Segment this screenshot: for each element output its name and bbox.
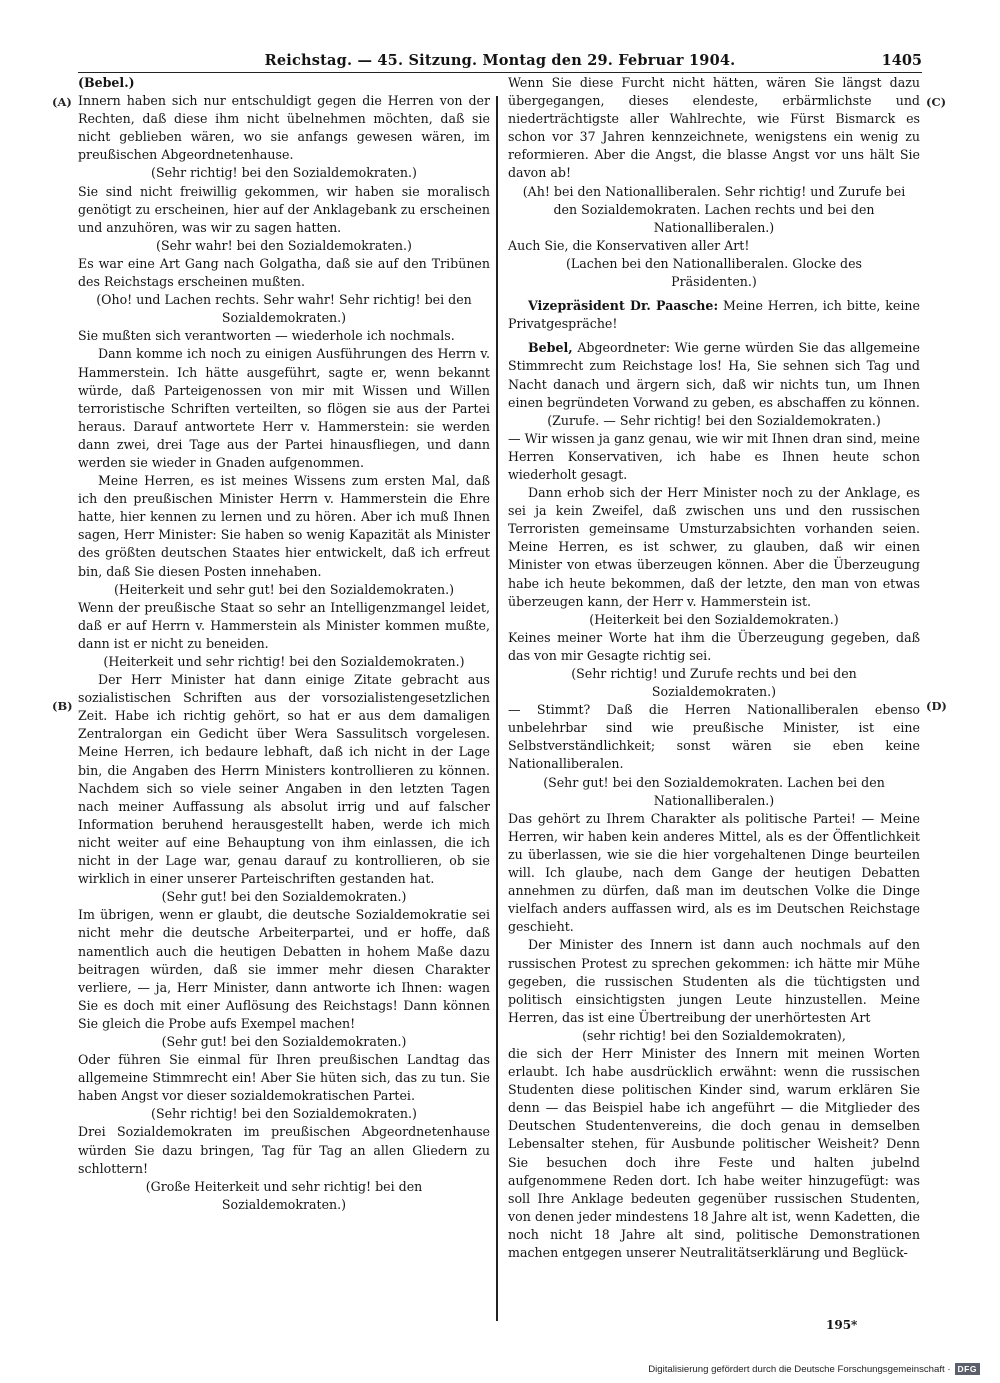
interjection: (Sehr gut! bei den Sozialdemokraten.): [161, 1033, 407, 1049]
interjection: (Sehr gut! bei den Sozialdemokraten. Lachen bei den Nationalliberalen.): [543, 774, 885, 808]
margin-mark-b: (B): [52, 699, 73, 713]
paragraph: Dann erhob sich der Herr Minister noch zu der Anklage, es sei ja kein Zweifel, daß zwischen uns und den russischen Terroristen gemeinsame Umsturzabsichten vorhanden seien. Meine Herren, es ist schwer, zu glauben, daß wir einen Minister von etwas überzeugen können. Aber die Überzeugung habe ich heute bekommen, daß der letzte, den man von etwas überzeugen kann, der Herr v. Hammerstein ist.: [508, 485, 920, 609]
page-number: 1405: [881, 52, 922, 69]
paragraph: Im übrigen, wenn er glaubt, die deutsche Sozialdemokratie sei nicht mehr die deutsche Arbeiterpartei, und er hoffe, daß namentlich auch die heutigen Debatten in hohem Maße dazu beitragen würden, daß sie immer mehr diesen Charakter verliere, — ja, Herr Minister, dann antworte ich Ihnen: wagen Sie es doch mit einer Auflösung des Reichstags! Dann können Sie gleich die Probe aufs Exempel machen!: [78, 907, 490, 1031]
paragraph: Wenn der preußische Staat so sehr an Intelligenzmangel leidet, daß er auf Herrn v. Hammerstein als Minister kommen mußte, dann ist er nicht zu beneiden.: [78, 599, 490, 651]
speaker-name: Vizepräsident Dr. Paasche:: [528, 298, 719, 314]
speaker-name: Bebel,: [528, 340, 573, 356]
paragraph: Das gehört zu Ihrem Charakter als politische Partei! — Meine Herren, wir haben kein anderes Mittel, als es der Öffentlichkeit zu überlassen, wie sie die hier vorgehaltenen Dinge beurteilen will. Ich glaube, nach dem Gange der heutigen Debatten annehmen zu dürfen, daß man im deutschen Volke die Dinge vielfach anders auffassen wird, als es im Deutschen Reichstage geschieht.: [508, 810, 920, 935]
digitization-footer: [648, 1363, 980, 1375]
paragraph: Innern haben sich nur entschuldigt gegen die Herren von der Rechten, daß diese ihm nicht übelnehmen möchten, daß sie nicht geblieben wären, wo sie anfangs gewesen wären, im preußischen Abgeordnetenhause.: [78, 93, 490, 163]
paragraph: Keines meiner Worte hat ihm die Überzeugung gegeben, daß das von mir Gesagte richtig sei.: [508, 629, 920, 663]
right-column: [508, 74, 920, 1262]
interjection: (Sehr richtig! und Zurufe rechts und bei den Sozialdemokraten.): [571, 666, 857, 700]
dfg-logo: DFG: [955, 1363, 980, 1375]
paragraph: — Wir wissen ja ganz genau, wie wir mit Ihnen dran sind, meine Herren Konservativen, ich habe es Ihnen heute schon wiederholt gesagt.: [508, 430, 920, 482]
left-column: [78, 74, 490, 1214]
margin-mark-d: (D): [926, 699, 947, 713]
paragraph: Sie sind nicht freiwillig gekommen, wir haben sie moralisch genötigt zu erscheinen, hier auf der Anklagebank zu erscheinen und anzuhören, was wir zu sagen hatten.: [78, 183, 490, 235]
paragraph: Es war eine Art Gang nach Golgatha, daß sie auf den Tribünen des Reichstags erscheinen mußten.: [78, 255, 490, 290]
paragraph: Wenn Sie diese Furcht nicht hätten, wären Sie längst dazu übergegangen, dieses elendeste, erbärmlichste und niederträchtigste aller Wahlrechte, wie Fürst Bismarck es schon vor 37 Jahren kennzeichnete, wenigstens ein wenig zu reformieren. Aber die Angst, die blasse Angst vor uns hält Sie davon ab!: [508, 75, 920, 181]
interjection: (Sehr wahr! bei den Sozialdemokraten.): [156, 237, 412, 253]
paragraph: die sich der Herr Minister des Innern mit meinen Worten erlaubt. Ich habe ausdrücklich erwähnt: wenn die russischen Studenten diese politischen Kinder sind, warum erklären Sie denn — das Beispiel habe ich angeführt — die Mitglieder des Deutschen Studentenvereins, die doch genau in demselben Lebensalter stehen, für Ausbunde politischer Weisheit? Denn Sie besuchen doch ihre Feste und halten jubelnd aufgenommene Reden dort. Ich habe weiter hinzugefügt: was soll Ihre Anklage bedeuten gegenüber russischen Studenten, von denen jeder mindestens 18 Jahre alt ist, wenn Kadetten, die noch nicht 18 Jahre alt sind, politische Demonstrationen machen entgegen unserer Neutralitätserklärung und Beglück-: [508, 1045, 920, 1260]
paragraph: Der Minister des Innern ist dann auch nochmals auf den russischen Protest zu sprechen gekommen: ich hätte mir Mühe gegeben, die russischen Studenten als die tüchtigsten und politisch einsichtigsten jungen Leute hinzustellen. Meine Herren, das ist eine Übertreibung der unerhörtesten Art: [508, 937, 920, 1025]
margin-mark-a: (A): [52, 95, 72, 109]
paragraph: Dann komme ich noch zu einigen Ausführungen des Herrn v. Hammerstein. Ich hätte ausgeführt, sagte er, wenn bekannt würde, daß Parteigenossen von mir mit Wissen und Willen terroristische Schriften verteilten, so flögen sie aus der Partei heraus. Darauf antwortete Herr v. Hammerstein: sie werden dann zwei, drei Tage aus der Partei hinausfliegen, und dann werden sie wieder in Gnaden aufgenommen.: [78, 346, 490, 470]
interjection: (Lachen bei den Nationalliberalen. Glocke des Präsidenten.): [565, 255, 863, 290]
interjection: (Oho! und Lachen rechts. Sehr wahr! Sehr richtig! bei den Sozialdemokraten.): [96, 292, 472, 326]
margin-mark-c: (C): [926, 95, 947, 109]
column-divider: [496, 96, 498, 1321]
interjection: (Zurufe. — Sehr richtig! bei den Sozialdemokraten.): [547, 412, 881, 428]
interjection: (Ah! bei den Nationalliberalen. Sehr richtig! und Zurufe bei den Sozialdemokraten. Lachen rechts und bei den Nationalliberalen.): [522, 183, 906, 235]
sheet-signature: 195*: [826, 1318, 858, 1332]
speaker-text: Meine Herren, ich bitte, keine Privatgespräche!: [508, 298, 920, 332]
paragraph: Sie mußten sich verantworten — wiederhole ich nochmals.: [78, 328, 455, 344]
footer-text: Digitalisierung gefördert durch die Deutsche Forschungsgemeinschaft ·: [648, 1363, 951, 1375]
interjection: (Sehr gut! bei den Sozialdemokraten.): [161, 889, 407, 905]
interjection: (Sehr richtig! bei den Sozialdemokraten.): [151, 1106, 417, 1122]
speaker-paragraph: [508, 297, 920, 333]
paragraph: Oder führen Sie einmal für Ihren preußischen Landtag das allgemeine Stimmrecht ein! Aber Sie hüten sich, das zu tun. Sie haben Angst vor dieser sozialdemokratischen Partei.: [78, 1052, 490, 1104]
paragraph: Drei Sozialdemokraten im preußischen Abgeordnetenhause würden Sie dazu bringen, Tag für Tag an allen Gliedern zu schlottern!: [78, 1124, 490, 1176]
paragraph: Der Herr Minister hat dann einige Zitate gebracht aus sozialistischen Schriften aus der vorsozialistengesetzlichen Zeit. Habe ich richtig gehört, so hat er aus dem damaligen Zentralorgan ein Gedicht über Wera Sassulitsch vorgelesen. Meine Herren, ich bedaure lebhaft, daß ich nicht in der Lage bin, die Angaben des Herrn Ministers kontrollieren zu können. Nachdem sich so viele seiner Angaben in den letzten Tagen nach meiner Auffassung als absolut irrig und auf falscher Information beruhend herausgestellt haben, werde ich mich nicht weiter auf eine Behauptung von ihm einlassen, die ich nicht in der Lage war, genau darauf zu kontrollieren, ob sie wirklich in einer unserer Parteischriften gestanden hat.: [78, 672, 490, 887]
header-title: Reichstag. — 45. Sitzung. Montag den 29. Februar 1904.: [264, 52, 736, 69]
interjection: (Große Heiterkeit und sehr richtig! bei den Sozialdemokraten.): [145, 1178, 423, 1212]
page-header: [78, 50, 922, 73]
paragraph: Meine Herren, es ist meines Wissens zum ersten Mal, daß ich den preußischen Minister Herrn v. Hammerstein die Ehre hatte, hier kennen zu lernen und zu hören. Aber ich muß Ihnen sagen, Herr Minister: Sie haben so wenig Kapazität als Minister des größten deutschen Staates hier entwickelt, daß ich erfreut bin, daß Sie diesen Posten innehaben.: [78, 473, 490, 579]
interjection: (Heiterkeit bei den Sozialdemokraten.): [589, 611, 839, 627]
interjection: (sehr richtig! bei den Sozialdemokraten),: [582, 1027, 846, 1043]
speaker-role: Abgeordneter:: [577, 340, 670, 356]
speaker-text: Wie gerne würden Sie das allgemeine Stimmrecht zum Reichstage los! Ha, Sie sehnen sich Tag und Nacht danach und ärgern sich, daß wir nichts tun, um Ihnen einen begründeten Vorwand zu geben, es abschaffen zu können.: [508, 340, 920, 410]
paragraph: Auch Sie, die Konservativen aller Art!: [508, 237, 750, 253]
interjection: (Heiterkeit und sehr gut! bei den Sozialdemokraten.): [113, 581, 455, 597]
paragraph: — Stimmt? Daß die Herren Nationalliberalen ebenso unbelehrbar sind wie preußische Minister, ist eine Selbstverständlichkeit; sonst wären sie eben keine Nationalliberalen.: [508, 702, 920, 772]
interjection: (Sehr richtig! bei den Sozialdemokraten.): [151, 165, 417, 181]
speaker-tag: (Bebel.): [78, 75, 135, 90]
interjection: (Heiterkeit und sehr richtig! bei den Sozialdemokraten.): [103, 654, 465, 669]
speaker-paragraph: [508, 339, 920, 411]
